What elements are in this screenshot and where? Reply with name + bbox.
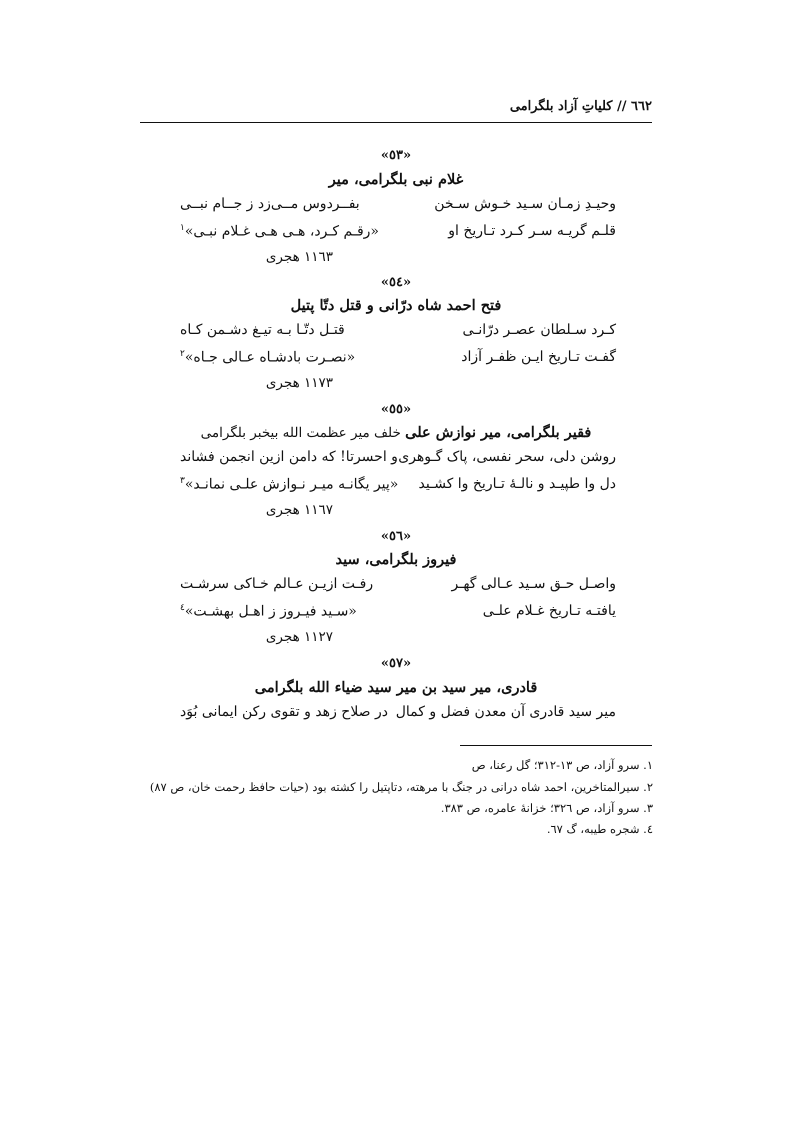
entry-number: «٥٥»: [380, 402, 412, 417]
year-line: ١١٦٧ هجری: [265, 502, 333, 518]
footnote: ٤. شجره طیبه، گ ٦٧.: [546, 822, 653, 836]
first-hemistich: قلـم گریـه سـر کـرد تـاریخ او: [448, 223, 616, 239]
entry-heading: [140, 424, 652, 441]
footnote: ١. سرو آزاد، ص ١٣-٣١٢؛ گل رعنا، ص: [471, 758, 653, 772]
year-line: ١١٧٣ هجری: [265, 375, 333, 391]
entry-title: غلام نبی بلگرامی، میر: [328, 171, 464, 188]
footnote-ref: ٢: [180, 349, 185, 359]
year-line: ١١٦٣ هجری: [265, 249, 333, 265]
entry-subtitle: خلف میر عظمت الله بیخبر بلگرامی: [200, 425, 401, 441]
second-hemistich: و احسرتا! که دامن ازین انجمن فشاند: [180, 449, 398, 465]
second-hemistich: رفـت ازیـن عـالم خـاکی سرشـت: [180, 576, 374, 592]
verse-line: [180, 349, 616, 373]
second-hemistich: بفــردوس مــی‌زد ز جــام نبــی: [180, 196, 360, 212]
entry-title: فیروز بلگرامی، سید: [335, 551, 457, 568]
verse-line: [180, 576, 616, 600]
second-hemistich: «سـید فیـروز ز اهـل بهشـت»$^٤$: [180, 603, 357, 620]
footnote-ref: ٤: [180, 603, 185, 613]
entry-title: فتح احمد شاه درّانی و قتل دتّا پتیل: [290, 297, 502, 314]
first-hemistich: واصـل حـق سـید عـالی گهـر: [451, 576, 616, 592]
running-header: [140, 96, 652, 123]
entry-title: قادری، میر سید بن میر سید ضیاء الله بلگرامی: [254, 679, 538, 696]
second-hemistich: در صلاح زهد و تقوی رکن ایمانی بُوَد: [180, 704, 389, 720]
verse-line: [180, 476, 616, 500]
first-hemistich: میر سید قادری آن معدن فضل و کمال: [395, 704, 616, 720]
verse-line: [180, 322, 616, 346]
first-hemistich: کـرد سـلطان عصـر درّانـی: [462, 322, 616, 338]
verse-line: [180, 196, 616, 220]
footnote-ref: ١: [180, 223, 185, 233]
second-hemistich: «پیر یگانـه میـر نـوازش علـی نمانـد»$^٣$: [180, 476, 399, 493]
second-hemistich: «نصـرت بادشـاه عـالی جـاه»$^٢$: [180, 349, 356, 366]
first-hemistich: یافتـه تـاریخ غـلام علـی: [482, 603, 616, 619]
entry-number: «٥٧»: [380, 656, 412, 671]
first-hemistich: دل وا طپیـد و نالـهٔ تـاریخ وا کشـید: [418, 476, 616, 492]
first-hemistich: روشن دلی، سحر نفسی، پاک گـوهری: [398, 449, 616, 465]
verse-line: [180, 704, 616, 728]
verse-line: [180, 449, 616, 473]
second-hemistich: «رقـم کـرد، هـی هـی غـلام نبـی»$^١$: [180, 223, 379, 240]
verse-line: [180, 603, 616, 627]
footnote-ref: ٣: [180, 476, 185, 486]
entry-number: «٥٦»: [380, 529, 412, 544]
entry-title: فقیر بلگرامی، میر نوازش علی: [405, 424, 592, 441]
second-hemistich: قتـل دتّـا بـه تیـغ دشـمن کـاه: [180, 322, 345, 338]
first-hemistich: گفـت تـاریخ ایـن ظفـر آزاد: [461, 349, 616, 365]
footnote-rule: [460, 745, 652, 746]
verse-line: [180, 223, 616, 247]
footnote: ٣. سرو آزاد، ص ٣٢٦؛ خزانهٔ عامره، ص ٣٨٣.: [440, 801, 653, 815]
first-hemistich: وحیـدِ زمـان سـید خـوش سـخن: [434, 196, 616, 212]
entry-number: «٥٤»: [380, 275, 412, 290]
running-title: ٦٦٢ // كلياتِ آزاد بلگرامی: [509, 99, 652, 114]
footnote: ٢. سیرالمتاخرین، احمد شاه درانی در جنگ با مرهته، دتاپتیل را کشته بود (حیات حافظ رحمت خان، ص ٨٧): [149, 780, 653, 794]
year-line: ١١٢٧ هجری: [265, 629, 333, 645]
entry-number: «٥٣»: [380, 148, 412, 163]
